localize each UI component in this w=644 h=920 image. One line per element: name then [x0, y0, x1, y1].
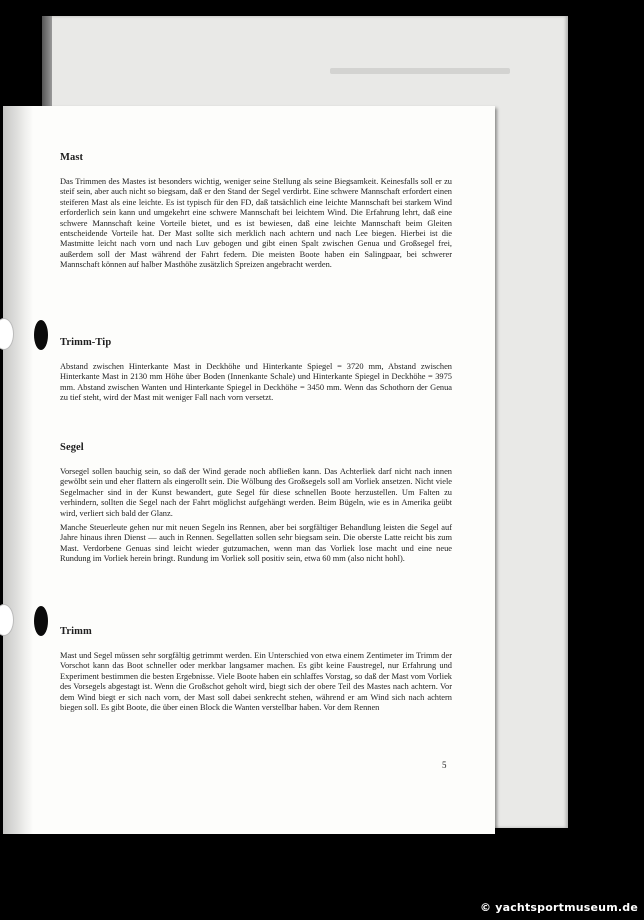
punch-hole: [34, 606, 48, 636]
section-heading: Trimm-Tip: [60, 337, 112, 348]
paragraph: Manche Steuerleute gehen nur mit neuen Segeln ins Rennen, aber bei sorgfältiger Behandlung leisten die Segel auf Jahre hinaus ihren Dienst — auch in Rennen. Segellatten sollen sehr biegsam sein. Die oberste Latte reicht bis zum Mast. Verdorbene Genuas sind leicht wieder gutzumachen, wenn man das Vorliek lose macht und eine neue Rundung im Vorliek herein bringt. Rundung im Vorliek soll positiv sein, etwa 60 mm (also nicht hohl).: [60, 523, 452, 564]
page-number: 5: [442, 760, 447, 770]
section-trimm: [60, 626, 452, 717]
punch-hole: [34, 320, 48, 350]
section-mast: [60, 152, 452, 275]
section-heading: Mast: [60, 152, 84, 163]
paragraph: Vorsegel sollen bauchig sein, so daß der Wind gerade noch abfließen kann. Das Achterliek darf nicht nach innen gewölbt sein und eher flattern als eingerollt sein. Die Wölbung des Großsegels soll am Vorliek ansetzen. Nicht viele Segelmacher sind in der Kunst bewandert, gute Segel für diese schnellen Boote herzustellen. Um Falten zu verhindern, sollten die Segel nach der Fahrt möglichst aufgehängt werden. Beim Bügeln, wie es in Amerika geübt wird, verliert sich bald der Glanz.: [60, 467, 452, 518]
background-page-ghost-text: [330, 68, 510, 74]
section-heading: Segel: [60, 442, 84, 453]
section-segel: [60, 442, 452, 569]
section-trimm-tip: [60, 337, 452, 408]
paragraph: Mast und Segel müssen sehr sorgfältig getrimmt werden. Ein Unterschied von etwa einem Zentimeter im Trimm der Vorschot kann das Boot schneller oder merkbar langsamer machen. Es gibt keine Faustregel, nur Erfahrung und Experiment bestimmen die besten Ergebnisse. Viele Boote haben ein schlaffes Vorstag, so daß der Mast vom Vorliek des Vorsegels abgestagt ist. Wenn die Großschot geholt wird, biegt sich der obere Teil des Mastes nach achtern. Vor dem Wind biegt er sich nach vorn, der Mast soll dabei senkrecht stehen, während er am Wind sich nach achtern biegen soll. Es gibt Boote, die über einen Block die Wanten verstellbar haben. Vor dem Rennen: [60, 651, 452, 713]
watermark: © yachtsportmuseum.de: [479, 901, 638, 914]
section-heading: Trimm: [60, 626, 92, 637]
paragraph: Das Trimmen des Mastes ist besonders wichtig, weniger seine Stellung als seine Biegsamkeit. Keinesfalls soll er zu steif sein, aber auch nicht so biegsam, daß er den Stand der Segel verdirbt. Eine schwere Mannschaft erfordert einen steiferen Mast als eine leichte. Es ist typisch für den FD, daß tatsächlich eine leichte Mannschaft bei starkem Wind erforderlich sein kann und umgekehrt eine schwere Mannschaft bei leichtem Wind. Die Erfahrung lehrt, daß eine schwere Mannschaft keine Vorteile bietet, und es ist bewiesen, daß eine leichte Mannschaft beim Gleiten entscheidende Vorteile hat. Der Mast sollte sich merklich nach achtern und nach Lee biegen. Hierbei ist die Mastmitte leicht nach vorn und nach Luv gebogen und gibt einen Spalt zwischen Genua und Großsegel frei, außerdem soll der Mast während der Fahrt federn. Die meisten Boote haben ein Salingpaar, bei schwerer Mannschaft können auf halber Masthöhe zusätzlich Spreizen angebracht werden.: [60, 177, 452, 270]
paragraph: Abstand zwischen Hinterkante Mast in Deckhöhe und Hinterkante Spiegel = 3720 mm, Abstand zwischen Hinterkante Mast in 2130 mm Höhe über Boden (Innenkante Schale) und Hinterkante Spiegel in Deckhöhe = 3975 mm. Abstand zwischen Wanten und Hinterkante Spiegel in Deckhöhe = 3450 mm. Wenn das Schothorn der Genua zu tief steht, wird der Mast mit weniger Fall nach vorn versetzt.: [60, 362, 452, 403]
